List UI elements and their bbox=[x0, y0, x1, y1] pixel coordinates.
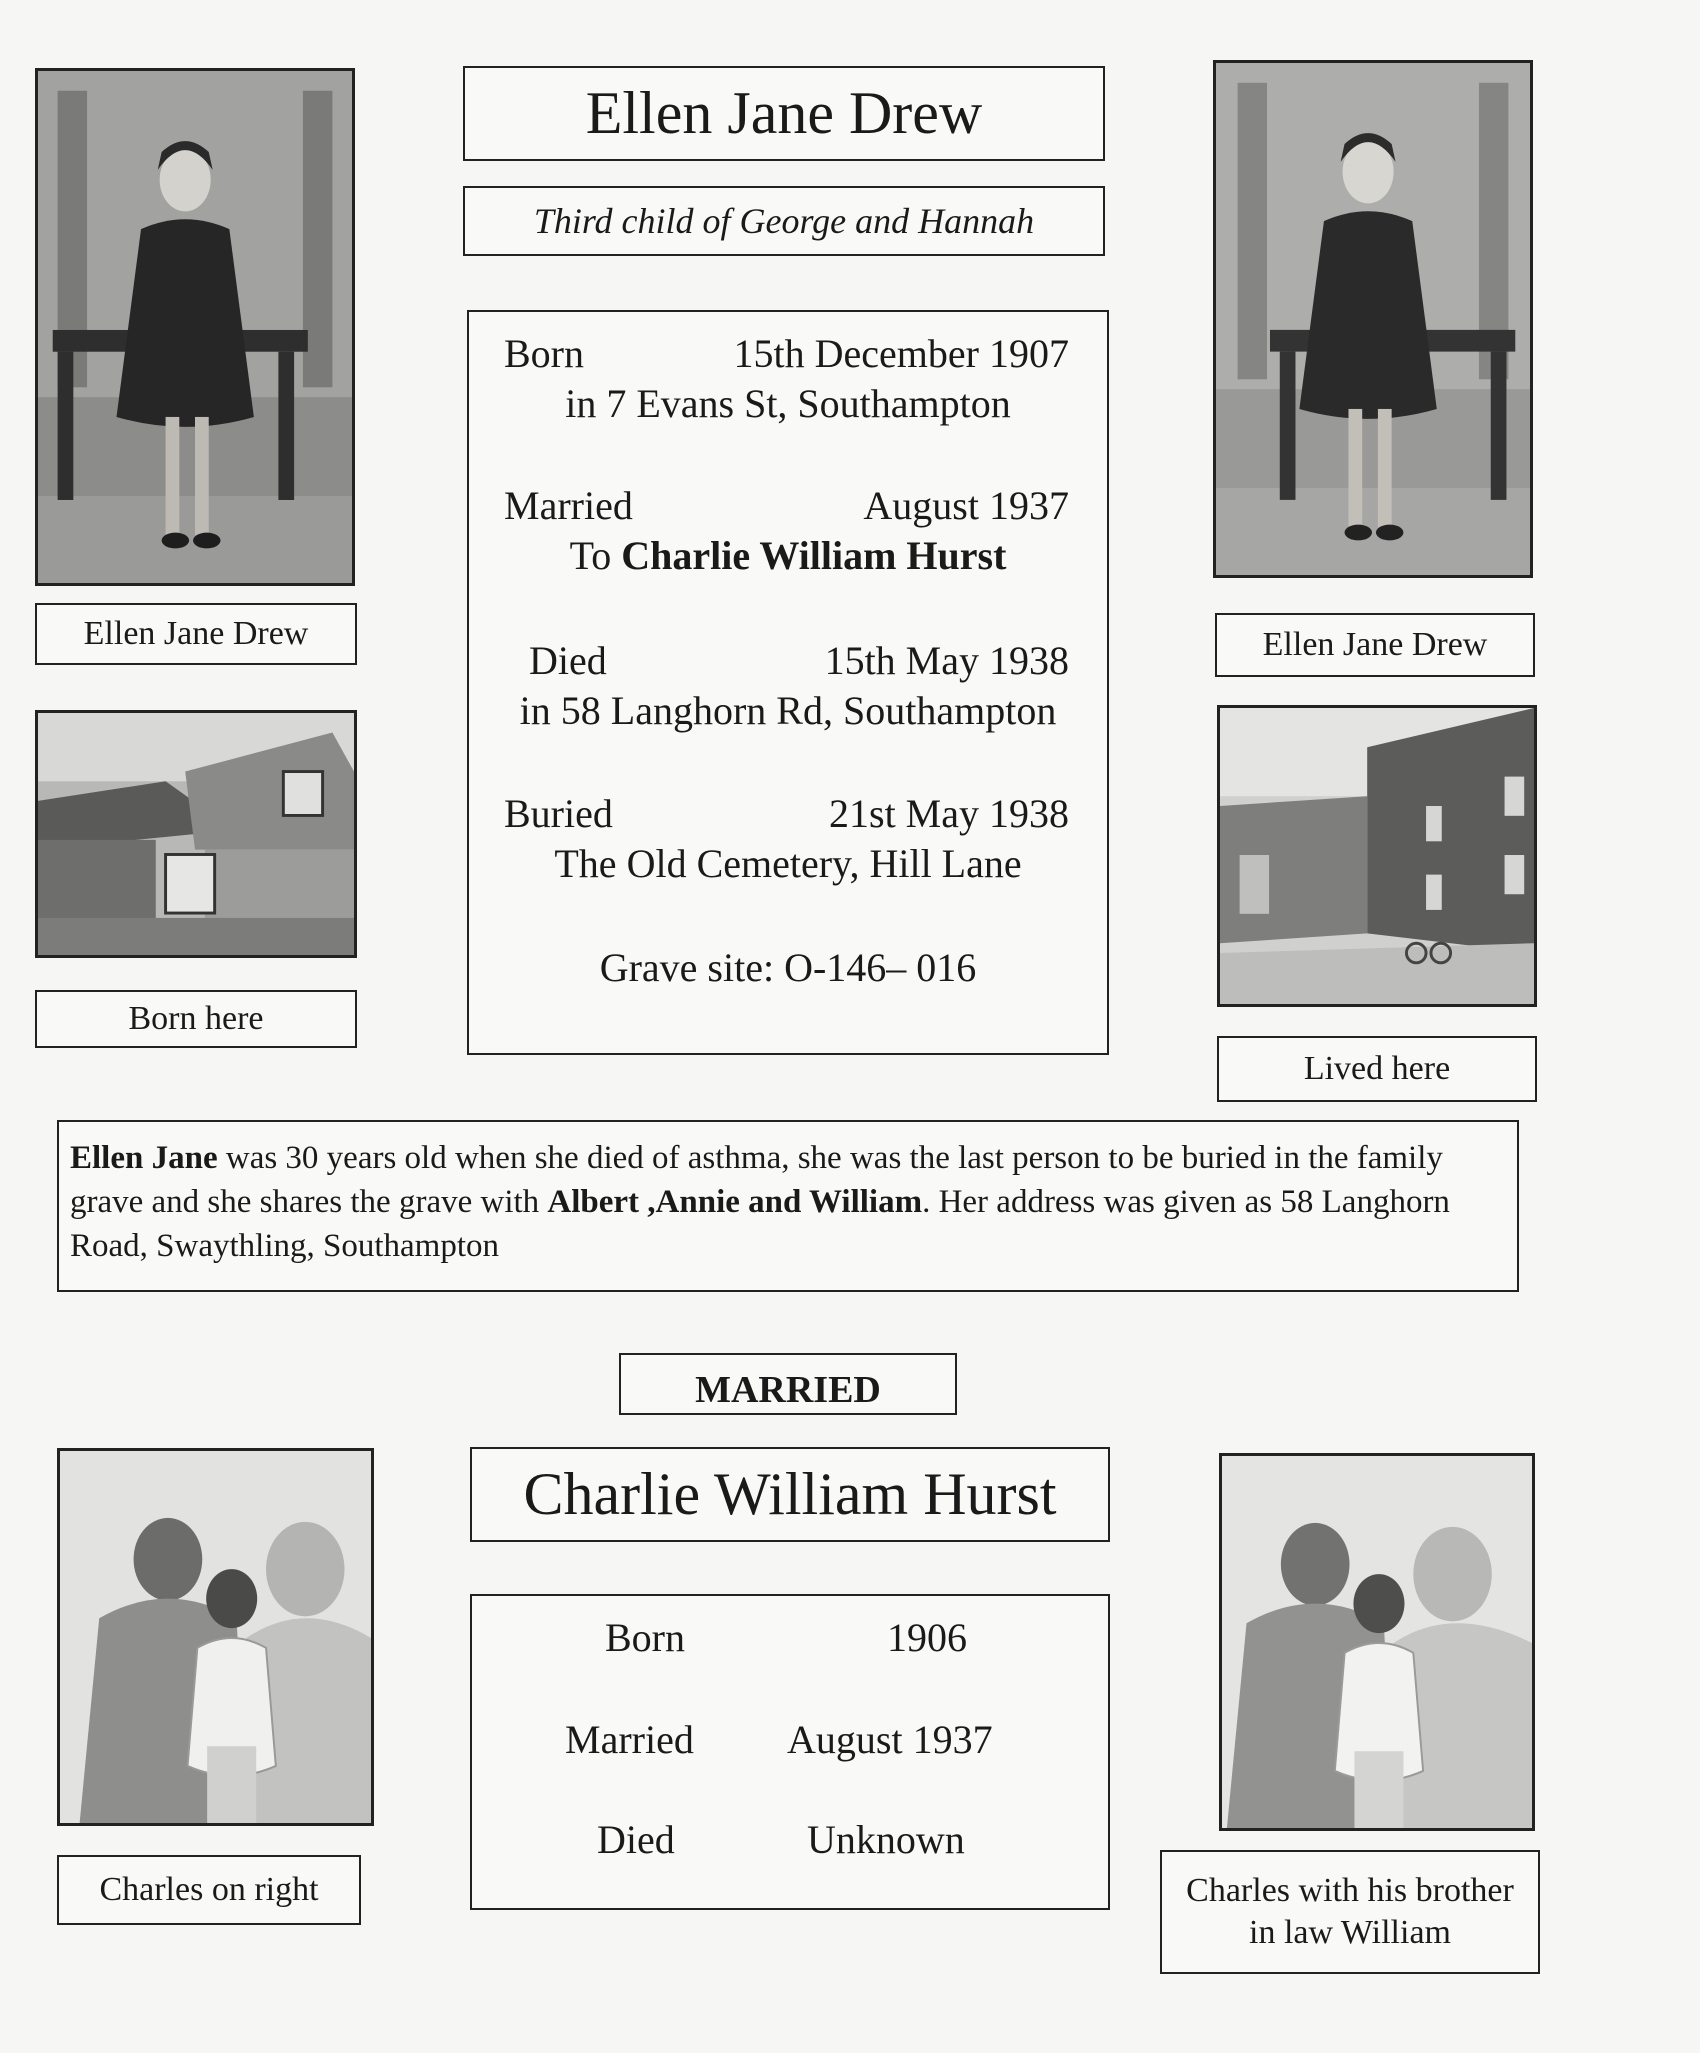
note-paragraph bbox=[57, 1120, 1519, 1292]
charlie-married-label: Married bbox=[565, 1717, 694, 1762]
charlie-name-text: Charlie William Hurst bbox=[523, 1461, 1057, 1527]
ellen-info-box bbox=[467, 310, 1109, 1055]
note-text-1: was 30 years old when she died of asthma, she was the last person to be buried in the family grave and she shares the grave with bbox=[70, 1140, 1443, 1220]
born-label: Born bbox=[504, 331, 584, 376]
buried-date: 21st May 1938 bbox=[829, 791, 1069, 836]
charlie-born-value: 1906 bbox=[887, 1615, 967, 1660]
ellen-portrait-left bbox=[35, 68, 355, 586]
born-date: 15th December 1907 bbox=[733, 331, 1069, 376]
buried-place: The Old Cemetery, Hill Lane bbox=[554, 841, 1022, 886]
died-date: 15th May 1938 bbox=[824, 638, 1069, 683]
note-names: Albert ,Annie and William bbox=[547, 1184, 923, 1220]
married-to-name: Charlie William Hurst bbox=[621, 533, 1007, 578]
married-date: August 1937 bbox=[863, 483, 1069, 528]
grave-site: Grave site: O-146– 016 bbox=[599, 945, 977, 990]
married-heading bbox=[619, 1353, 957, 1415]
died-place: in 58 Langhorn Rd, Southampton bbox=[519, 688, 1057, 733]
charlie-died-label: Died bbox=[597, 1817, 675, 1862]
caption-charles-on-right: Charles on right bbox=[57, 1855, 361, 1925]
ellen-subtitle bbox=[463, 186, 1105, 256]
buried-label: Buried bbox=[504, 791, 613, 836]
charlie-name-title bbox=[470, 1447, 1110, 1542]
caption-lived-here: Lived here bbox=[1217, 1036, 1537, 1102]
charlie-died-value: Unknown bbox=[807, 1817, 965, 1862]
married-to-prefix: To bbox=[569, 533, 612, 578]
ellen-name-title bbox=[463, 66, 1105, 161]
ellen-subtitle-text: Third child of George and Hannah bbox=[533, 201, 1035, 241]
charlie-married-value: August 1937 bbox=[787, 1717, 993, 1762]
ellen-portrait-right bbox=[1213, 60, 1533, 578]
lived-here-photo bbox=[1217, 705, 1537, 1007]
caption-charles-with-brother: Charles with his brother in law William bbox=[1160, 1850, 1540, 1974]
charlie-info-box bbox=[470, 1594, 1110, 1910]
married-to bbox=[469, 532, 1107, 579]
caption-born-here: Born here bbox=[35, 990, 357, 1048]
charles-photo-right bbox=[1219, 1453, 1535, 1831]
died-label: Died bbox=[529, 638, 607, 683]
charlie-born-label: Born bbox=[605, 1615, 685, 1660]
charles-photo-left bbox=[57, 1448, 374, 1826]
born-place: in 7 Evans St, Southampton bbox=[565, 381, 1011, 426]
born-here-photo bbox=[35, 710, 357, 958]
note-text-2: . Her address was given as 58 Langhorn Road, Swaythling, Southampton bbox=[70, 1184, 1450, 1264]
ellen-name-text: Ellen Jane Drew bbox=[585, 80, 983, 146]
caption-portrait-right: Ellen Jane Drew bbox=[1215, 613, 1535, 677]
note-name: Ellen Jane bbox=[70, 1140, 218, 1176]
married-label: Married bbox=[504, 483, 633, 528]
caption-portrait-left: Ellen Jane Drew bbox=[35, 603, 357, 665]
married-heading-text: MARRIED bbox=[695, 1369, 881, 1411]
